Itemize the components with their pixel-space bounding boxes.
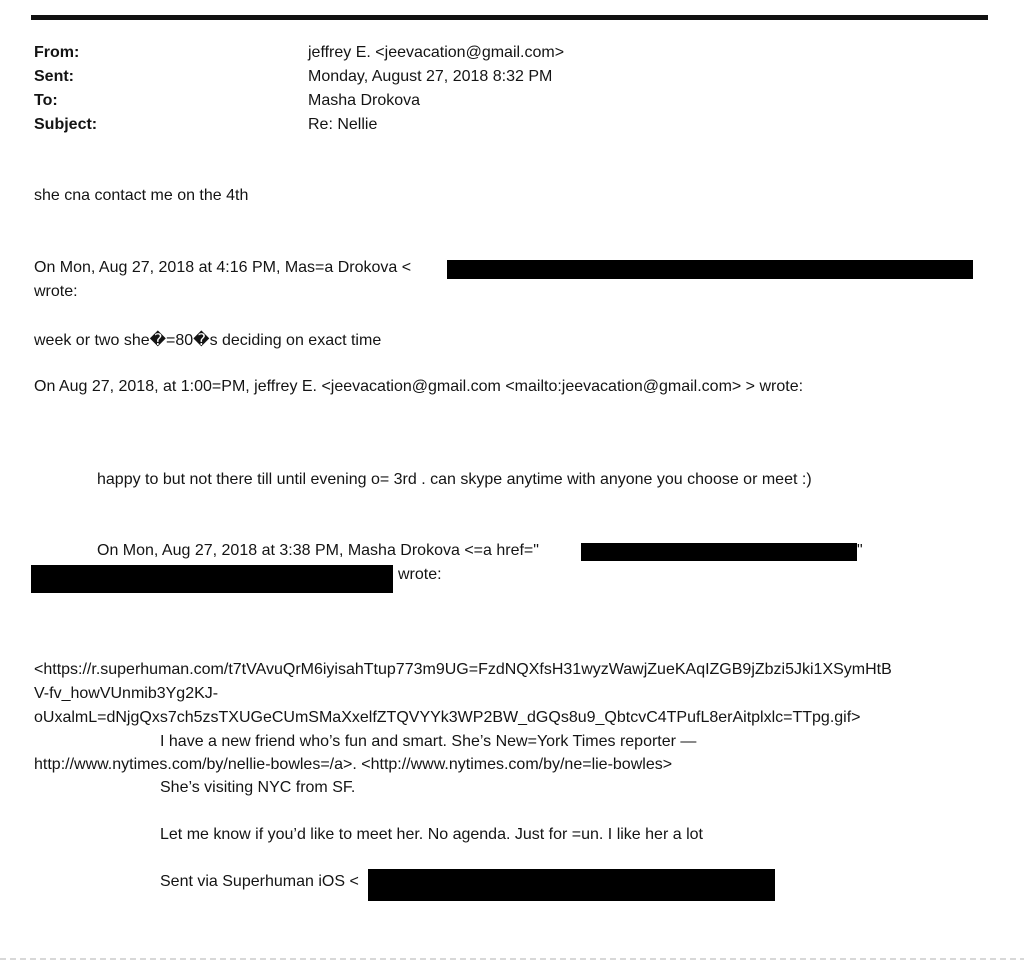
from-label: From: [34,44,80,61]
quote2-text: happy to but not there till until evening o= 3rd . can skype anytime with anyone you choose or meet :) [97,471,812,488]
quote1-header: On Mon, Aug 27, 2018 at 4:16 PM, Mas=a Drokova < [34,259,412,276]
from-value: jeffrey E. <jeevacation@gmail.com> [308,44,565,61]
subject-label: Subject: [34,116,98,133]
redaction-email-1 [447,260,973,279]
nyt-link-line: http://www.nytimes.com/by/nellie-bowles=/a>. <http://www.nytimes.com/by/ne=lie-bowles> [34,756,673,773]
quote3-wrote: wrote: [398,566,442,583]
gif-url-line-1: <https://r.superhuman.com/t7tVAvuQrM6iyisahTtup773m9UG=FzdNQXfsH31wyzWawjZueKAqIZGB9jZbzi5Jki1XSymHtB [34,661,892,678]
visiting-line: She’s visiting NYC from SF. [160,779,356,796]
meet-line: Let me know if you’d like to meet her. No agenda. Just for =un. I like her a lot [160,826,703,843]
sent-label: Sent: [34,68,74,85]
redaction-signature [368,869,775,901]
quote2-header: On Aug 27, 2018, at 1:00=PM, jeffrey E. <jeevacation@gmail.com <mailto:jeevacation@gmail.com> > wrote: [34,378,804,395]
gif-url-line-3: oUxalmL=dNjgQxs7ch5zsTXUGeCUmSMaXxelfZTQVYYk3WP2BW_dGQs8u9_QbtcvC4TPufL8erAitplxlc=TTpg.gif> [34,709,861,726]
to-label: To: [34,92,58,109]
redaction-link-2 [31,565,393,593]
gif-url-line-2: V-fv_howVUnmib3Yg2KJ- [34,685,219,702]
subject-value: Re: Nellie [308,116,378,133]
page-bottom-edge [0,958,1024,960]
friend-line: I have a new friend who’s fun and smart. She’s New=York Times reporter — [160,733,697,750]
to-value: Masha Drokova [308,92,421,109]
sent-value: Monday, August 27, 2018 8:32 PM [308,68,553,85]
reply-text: she cna contact me on the 4th [34,187,249,204]
redaction-link-1 [581,543,857,561]
quote3-header: On Mon, Aug 27, 2018 at 3:38 PM, Masha Drokova <=a href=" [97,542,539,559]
header-top-rule [31,15,988,20]
quote3-quote-end: " [857,542,863,559]
signature-line: Sent via Superhuman iOS < [160,873,359,890]
quote1-wrote: wrote: [34,283,78,300]
quote1-text: week or two she�=80�s deciding on exact time [34,332,382,349]
